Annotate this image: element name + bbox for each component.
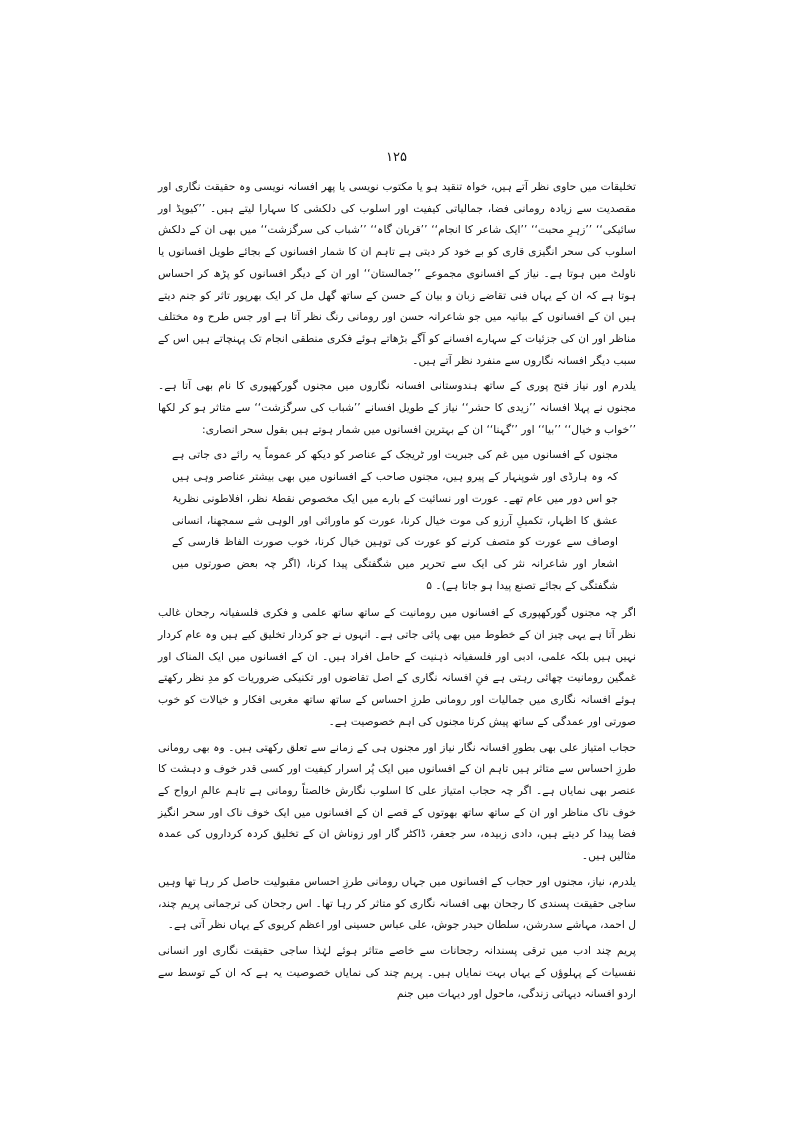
paragraph: یلدرم، نیاز، مجنوں اور حجاب کے افسانوں میں جہاں رومانی طرزِ احساس مقبولیت حاصل کر رہا تھا وہیں ساجی حقیقت پسندی کا رجحان بھی افسانہ نگاری کو متاثر کر رہا تھا۔ اس رجحان کی ترجمانی پریم چند، ل احمد، مہاشے سدرشن، سلطان حیدر جوش، علی عباس حسینی اور اعظم کریوی کے یہاں نظر آتی ہے۔ — [158, 874, 636, 932]
paragraph: حجاب امتیاز علی بھی بطورِ افسانہ نگار نیاز اور مجنوں ہی کے زمانے سے تعلق رکھتی ہیں۔ وہ بھی رومانی طرزِ احساس سے متاثر ہیں تاہم ان کے افسانوں میں ایک پُر اسرار کیفیت اور کسی قدر خوف و دہشت کا عنصر بھی نمایاں ہے۔ اگر چہ حجاب امتیاز علی کا اسلوب نگارش خالصتاً رومانی ہے تاہم عالمِ ارواح کے خوف ناک مناظر اور ان کے ساتھ ساتھ بھوتوں کے قصے ان کے افسانوں میں ایک خوف ناک اور سحر انگیز فضا پیدا کر دیتے ہیں، دادی زبیدہ، سر جعفر، ڈاکٹر گار اور زوناش ان کے تخلیق کردہ کرداروں کی عمدہ مثالیں ہیں۔ — [158, 740, 636, 863]
paragraph: پریم چند ادب میں ترقی پسندانہ رجحانات سے خاصے متاثر ہوئے لہٰذا ساجی حقیقت نگاری اور انسانی نفسیات کے پہلوؤں کے یہاں بہت نمایاں ہیں۔ پریم چند کی نمایاں خصوصیت یہ ہے کہ ان کے توسط سے اردو افسانہ دیہاتی زندگی، ماحول اور دیہات میں جنم — [158, 943, 636, 1001]
paragraph: اگر چہ مجنوں گورکھپوری کے افسانوں میں رومانیت کے ساتھ ساتھ علمی و فکری فلسفیانہ رجحان غالب نظر آتا ہے یہی چیز ان کے خطوط میں بھی پائی جاتی ہے۔ انہوں نے جو کردار تخلیق کیے ہیں وہ عام کردار نہیں ہیں بلکہ علمی، ادبی اور فلسفیانہ ذہنیت کے حامل افراد ہیں۔ ان کے افسانوں میں ایک المناک اور غمگین رومانیت چھائی رہتی ہے فنِ افسانہ نگاری کے اصل تقاضوں اور تکنیکی ضروریات کو مدِ نظر رکھتے ہوئے افسانہ نگاری میں جمالیات اور رومانی طرزِ احساس کے ساتھ ساتھ مغربی افکار و خیالات کو خوب صورتی اور عمدگی کے ساتھ پیش کرنا مجنوں کی اہم خصوصیت ہے۔ — [158, 606, 636, 728]
block-quote: مجنوں کے افسانوں میں غم کی جبریت اور ٹریجک کے عناصر کو دیکھ کر عموماً یہ رائے دی جاتی ہے کہ وہ ہارڈی اور شوپنہار کے پیرو ہیں، مجنوں صاحب کے افسانوں میں بھی بیشتر عناصر وہی ہیں جو اس دور میں عام تھے۔ عورت اور نسائیت کے بارے میں ایک مخصوص نقطۂ نظر، افلاطونی نظریۂ عشق کا اظہار، تکمیلِ آرزو کی موت خیال کرنا، عورت کو ماورائی اور الوہی شے سمجھنا، انسانی اوصاف سے عورت کو متصف کرنے کو عورت کی توہین خیال کرنا، خوب صورت الفاظ فارسی کے اشعار اور شاعرانہ نثر کی ایک سے تحریر میں شگفتگی پیدا کرنا، (اگر چہ بعض صورتوں میں شگفتگی کے بجائے تصنع پیدا ہو جاتا ہے)۔ ۵ — [172, 448, 618, 592]
paragraph: تخلیقات میں حاوی نظر آتے ہیں، خواہ تنقید ہو یا مکتوب نویسی یا پھر افسانہ نویسی وہ حقیقت نگاری اور مقصدیت سے زیادہ رومانی فضا، جمالیاتی کیفیت اور اسلوب کی دلکشی کا سہارا لیتے ہیں۔ ’’کیوپڈ اور سائیکی‘‘ ’’زہرِ محبت‘‘ ’’ایک شاعر کا انجام‘‘ ’’قربان گاہ‘‘ ’’شباب کی سرگزشت‘‘ میں بھی ان کے دلکش اسلوب کی سحر انگیزی قاری کو بے خود کر دیتی ہے تاہم ان کا شمار افسانوں کے بجائے طویل افسانوں یا ناولٹ میں ہوتا ہے۔ نیاز کے افسانوی مجموعے ’’جمالستان‘‘ اور ان کے دیگر افسانوں کو پڑھ کر احساس ہوتا ہے کہ ان کے یہاں فنی تقاضے زبان و بیان کے حسن کے ساتھ گھل مل کر ایک بھرپور تاثر کو جنم دیتے ہیں ان کے افسانوں کے بیانیہ میں جو شاعرانہ حسن اور رومانی رنگ نظر آتا ہے اور جس طرح وہ مختلف مناظر اور ان کی جزئیات کے سہارے افسانے کو آگے بڑھاتے ہوئے فکری منطقی انجام تک پہنچاتے ہیں اس کے سبب دیگر افسانہ نگاروں سے منفرد نظر آتے ہیں۔ — [158, 180, 636, 367]
page-number: ۱۲۵ — [386, 150, 407, 165]
paragraph: یلدرم اور نیاز فتح پوری کے ساتھ ہندوستانی افسانہ نگاروں میں مجنوں گورکھپوری کا نام بھی آتا ہے۔ مجنوں نے پہلا افسانہ ’’زیدی کا حشر‘‘ نیاز کے طویل افسانے ’’شباب کی سرگزشت‘‘ سے متاثر ہو کر لکھا ’’خواب و خیال‘‘ ’’بیا‘‘ اور ’’گہنا‘‘ ان کے بہترین افسانوں میں شمار ہوتے ہیں بقول سحر انصاری: — [158, 379, 636, 436]
page-body — [158, 176, 636, 1005]
